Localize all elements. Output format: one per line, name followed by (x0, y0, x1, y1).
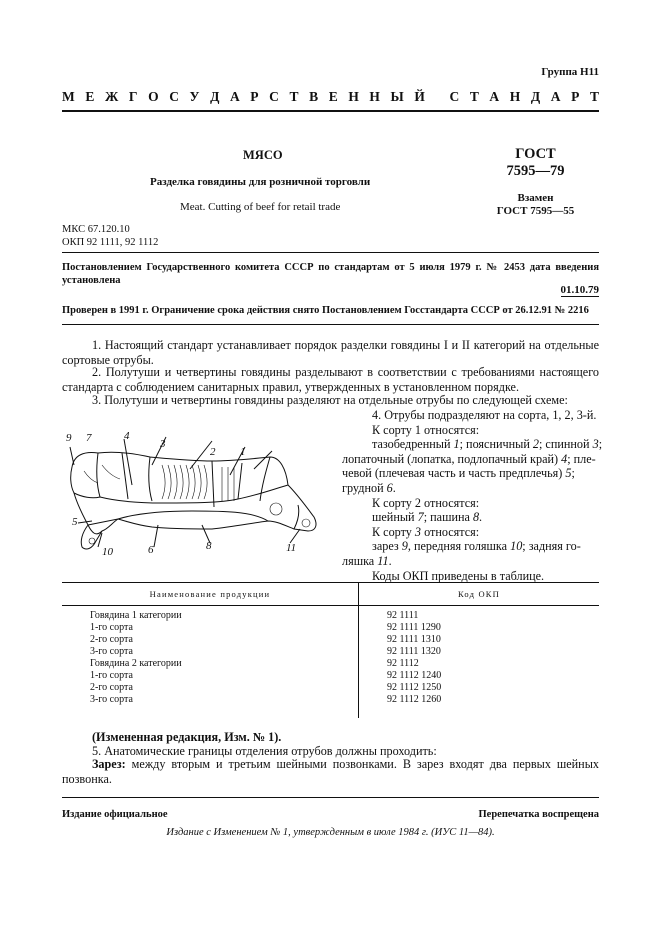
product-name-cell: 3-го сорта (62, 694, 359, 706)
table-row (62, 670, 599, 682)
product-name-cell: 1-го сорта (62, 622, 359, 634)
okp-table-wrapper (62, 582, 599, 718)
group-code: Группа Н11 (541, 66, 599, 78)
reprint-prohibited-label: Перепечатка воспрещена (478, 809, 599, 820)
paragraph-3: 3. Полутуши и четвертины говядины разделяют на отдельные отрубы по следующей схеме: (92, 393, 568, 407)
gost-number-block (498, 146, 573, 180)
grade-2-heading: К сорту 2 относятся: (372, 495, 480, 510)
product-name-cell: 2-го сорта (62, 634, 359, 646)
edit-note: (Измененная редакция, Изм. № 1). (92, 730, 282, 744)
table-row (62, 634, 599, 646)
okp-code-cell: 92 1112 1250 (387, 682, 442, 693)
diagram-label-10: 10 (102, 546, 113, 557)
diagram-label-9: 9 (66, 432, 72, 444)
diagram-label-3: 3 (160, 438, 166, 450)
grade-2-line: шейный 7; пашина 8. (372, 510, 483, 525)
okp-code-cell: 92 1111 1320 (387, 646, 441, 657)
paragraph-2: 2. Полутуши и четвертины говядины разделывают в соответствии с требованиями настоящего стандарта с соблюдением санитарных правил, утвержденных в установленном порядке. (62, 365, 599, 394)
replaces-number: ГОСТ 7595—55 (496, 205, 575, 217)
table-row (62, 658, 599, 670)
introduction-date: 01.10.79 (560, 284, 599, 296)
diagram-label-8: 8 (206, 540, 212, 552)
diagram-label-6: 6 (148, 544, 154, 556)
gost-number: 7595—79 (506, 163, 565, 179)
standard-title: М Е Ж Г О С У Д А Р С Т В Е Н Н Ы Й С Т А Н Д А Р Т (62, 89, 599, 104)
grade-3-line-2: ляшка 11. (342, 553, 392, 568)
diagram-label-1: 1 (240, 446, 246, 458)
amendment-note: Издание с Изменением № 1, утвержденным в июле 1984 г. (ИУС 11—84). (166, 827, 495, 838)
mks-code: МКС 67.120.10 (62, 224, 130, 235)
diagram-label-7: 7 (86, 432, 92, 444)
table-row (62, 622, 599, 634)
classification-codes (62, 224, 158, 249)
zarez-paragraph: Зарез: между вторым и третьим шейными позвонками. В зарез входят два первых шейных позвонка. (62, 757, 599, 786)
grade-1-line-4: грудной 6. (342, 480, 396, 495)
decree-bottom-rule (62, 324, 599, 325)
document-english-title: Meat. Cutting of beef for retail trade (180, 201, 341, 213)
okp-code-cell: 92 1111 1310 (387, 634, 441, 645)
decree-top-rule (62, 252, 599, 253)
okp-code-cell: 92 1111 1290 (387, 622, 441, 633)
column-header-code: Код ОКП (359, 583, 600, 606)
diagram-label-2: 2 (210, 446, 216, 458)
column-header-product: Наименование продукции (62, 583, 359, 606)
grade-1-line-3: чевой (плечевая часть и часть предплечья) 5; (342, 466, 575, 481)
document-name: МЯСО (243, 148, 283, 162)
paragraph-1: 1. Настоящий стандарт устанавливает порядок разделки говядины I и II категорий на отдельные сортовые отрубы. (62, 338, 599, 367)
okp-codes-table (62, 582, 599, 718)
product-name-cell: Говядина 1 категории (62, 606, 359, 623)
document-subtitle: Разделка говядины для розничной торговли (150, 176, 371, 188)
grade-1-heading: К сорту 1 относятся: (372, 422, 480, 437)
table-row (62, 694, 599, 706)
gost-label: ГОСТ (515, 146, 556, 162)
replaces-block (488, 192, 583, 218)
grade-1-line-2: лопаточный (лопатка, подлопачный край) 4; пле- (342, 451, 596, 466)
beef-cutting-diagram (62, 425, 330, 557)
product-name-cell: Говядина 2 категории (62, 658, 359, 670)
product-name-cell: 1-го сорта (62, 670, 359, 682)
okp-code: ОКП 92 1111, 92 1112 (62, 236, 159, 248)
grades-intro: 4. Отрубы подразделяют на сорта, 1, 2, 3-й. (372, 408, 597, 422)
product-name-cell: 3-го сорта (62, 646, 359, 658)
table-row (62, 646, 599, 658)
grade-1-line-1: тазобедренный 1; поясничный 2; спинной 3; (372, 437, 603, 452)
diagram-label-4: 4 (124, 430, 130, 442)
header-rule (62, 110, 599, 112)
table-header-row (62, 583, 599, 606)
okp-codes-note: Коды ОКП приведены в таблице. (372, 568, 545, 583)
product-name-cell: 2-го сорта (62, 682, 359, 694)
replaces-label: Взамен (517, 192, 554, 204)
paragraph-5: 5. Анатомические границы отделения отрубов должны проходить: (92, 744, 437, 758)
okp-code-cell: 92 1111 (387, 610, 419, 621)
checked-note: Проверен в 1991 г. Ограничение срока действия снято Постановлением Госстандарта СССР от 26.12.91 № 2216 (62, 305, 589, 316)
grade-3-line-1: зарез 9, передняя голяшка 10; задняя го- (372, 539, 581, 554)
decree-text: Постановлением Государственного комитета СССР по стандартам от 5 июля 1979 г. № 2453 дата введения установлена (62, 262, 599, 286)
grades-column (342, 408, 603, 583)
table-row (62, 606, 599, 623)
diagram-label-11: 11 (286, 542, 297, 554)
footer-rule (62, 797, 599, 798)
okp-code-cell: 92 1112 1260 (387, 694, 442, 705)
official-edition-label: Издание официальное (62, 809, 168, 820)
table-row (62, 682, 599, 694)
diagram-label-5: 5 (72, 516, 78, 528)
okp-code-cell: 92 1112 (387, 658, 419, 669)
grade-3-heading: К сорту 3 относятся: (372, 524, 480, 539)
okp-code-cell: 92 1112 1240 (387, 670, 442, 681)
